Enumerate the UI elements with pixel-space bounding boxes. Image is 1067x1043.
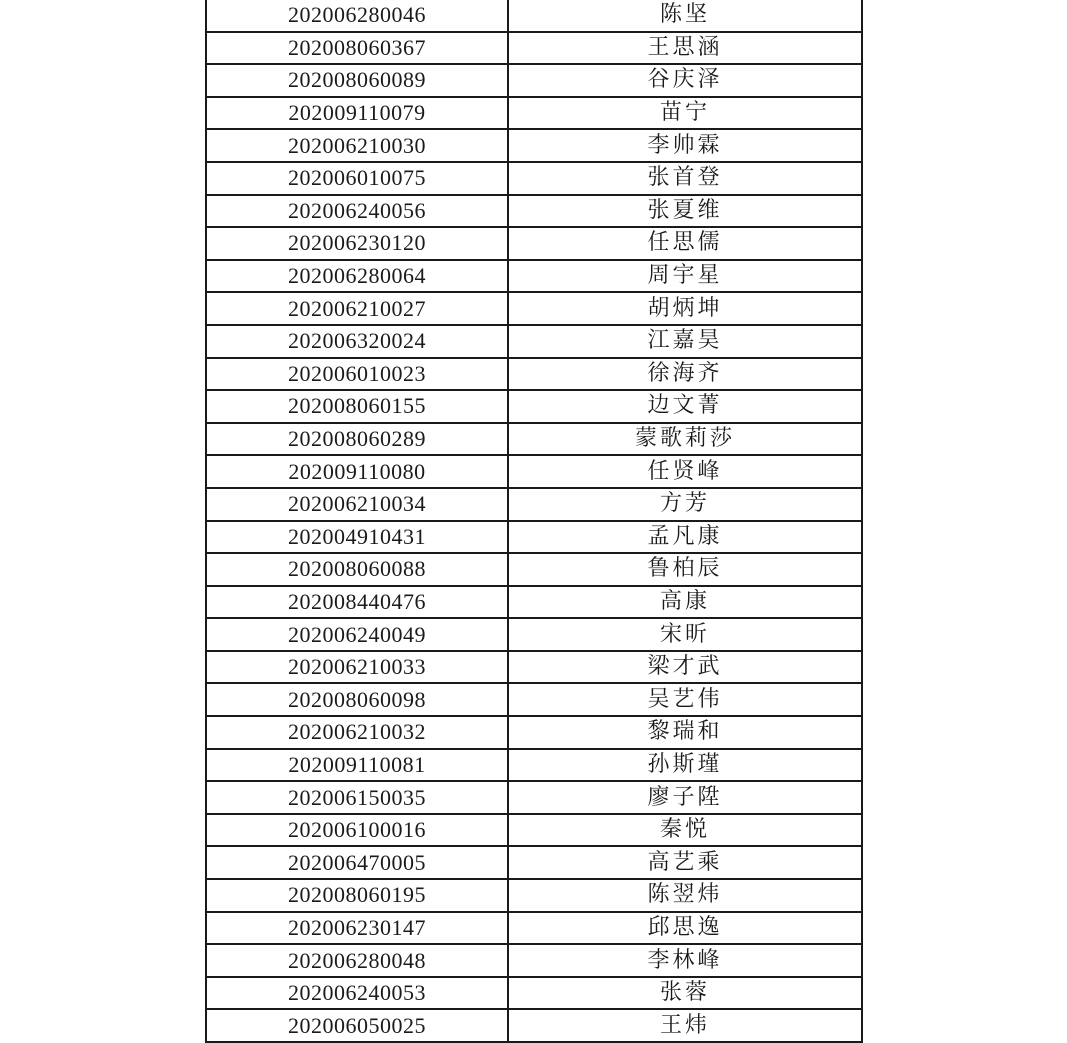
student-id-cell: 202006240049 (206, 618, 508, 651)
table-row (206, 358, 862, 391)
table-row (206, 129, 862, 162)
table-row (206, 846, 862, 879)
student-name-cell: 王思涵 (508, 32, 862, 65)
student-id-cell: 202004910431 (206, 521, 508, 554)
student-name-cell: 任贤峰 (508, 455, 862, 488)
table-row (206, 32, 862, 65)
table-row (206, 586, 862, 619)
student-name-cell: 高康 (508, 586, 862, 619)
student-name-cell: 任思儒 (508, 227, 862, 260)
table-row (206, 683, 862, 716)
table-row (206, 488, 862, 521)
student-id-cell: 202009110080 (206, 455, 508, 488)
table-row (206, 749, 862, 782)
table-row (206, 64, 862, 97)
student-name-cell: 边文菁 (508, 390, 862, 423)
table-row (206, 716, 862, 749)
student-id-cell: 202006210032 (206, 716, 508, 749)
student-id-cell: 202006230120 (206, 227, 508, 260)
student-name-cell: 王炜 (508, 1009, 862, 1042)
student-name-cell: 鲁柏辰 (508, 553, 862, 586)
table-row (206, 553, 862, 586)
table-row (206, 977, 862, 1010)
table-row (206, 912, 862, 945)
student-name-cell: 张首登 (508, 162, 862, 195)
student-id-cell: 202008440476 (206, 586, 508, 619)
student-name-cell: 宋昕 (508, 618, 862, 651)
student-name-cell: 蒙歌莉莎 (508, 423, 862, 456)
table-row (206, 618, 862, 651)
student-name-cell: 张蓉 (508, 977, 862, 1010)
student-name-cell: 吴艺伟 (508, 683, 862, 716)
student-id-cell: 202006100016 (206, 814, 508, 847)
student-name-cell: 胡炳坤 (508, 292, 862, 325)
table-row (206, 0, 862, 32)
student-id-cell: 202006240053 (206, 977, 508, 1010)
student-id-cell: 202006050025 (206, 1009, 508, 1042)
table-row (206, 781, 862, 814)
table-row (206, 944, 862, 977)
student-name-cell: 邱思逸 (508, 912, 862, 945)
student-id-cell: 202009110081 (206, 749, 508, 782)
student-name-cell: 高艺乘 (508, 846, 862, 879)
table-row (206, 325, 862, 358)
student-id-cell: 202006210033 (206, 651, 508, 684)
student-name-cell: 秦悦 (508, 814, 862, 847)
student-id-cell: 202008060098 (206, 683, 508, 716)
student-roster-table (205, 0, 863, 1043)
student-id-cell: 202006010023 (206, 358, 508, 391)
table-row (206, 814, 862, 847)
student-name-cell: 徐海齐 (508, 358, 862, 391)
table-row (206, 423, 862, 456)
table-row (206, 292, 862, 325)
student-name-cell: 陈坚 (508, 0, 862, 32)
table-row (206, 879, 862, 912)
student-id-cell: 202006240056 (206, 195, 508, 228)
student-id-cell: 202006280064 (206, 260, 508, 293)
student-name-cell: 谷庆泽 (508, 64, 862, 97)
student-name-cell: 孟凡康 (508, 521, 862, 554)
table-row (206, 651, 862, 684)
student-id-cell: 202006280046 (206, 0, 508, 32)
student-id-cell: 202006210034 (206, 488, 508, 521)
student-name-cell: 黎瑞和 (508, 716, 862, 749)
student-id-cell: 202008060089 (206, 64, 508, 97)
table-row (206, 227, 862, 260)
student-id-cell: 202008060088 (206, 553, 508, 586)
table-row (206, 521, 862, 554)
student-name-cell: 孙斯瑾 (508, 749, 862, 782)
student-name-cell: 梁才武 (508, 651, 862, 684)
student-name-cell: 李帅霖 (508, 129, 862, 162)
student-name-cell: 张夏维 (508, 195, 862, 228)
student-name-cell: 陈翌炜 (508, 879, 862, 912)
student-name-cell: 李林峰 (508, 944, 862, 977)
student-name-cell: 江嘉昊 (508, 325, 862, 358)
student-name-cell: 方芳 (508, 488, 862, 521)
student-id-cell: 202006210027 (206, 292, 508, 325)
student-id-cell: 202008060367 (206, 32, 508, 65)
table-row (206, 1009, 862, 1042)
student-id-cell: 202006230147 (206, 912, 508, 945)
student-id-cell: 202008060289 (206, 423, 508, 456)
table-row (206, 162, 862, 195)
table-row (206, 97, 862, 130)
table-row (206, 195, 862, 228)
roster-table-body (206, 0, 862, 1042)
table-row (206, 390, 862, 423)
student-id-cell: 202006280048 (206, 944, 508, 977)
student-id-cell: 202006320024 (206, 325, 508, 358)
student-name-cell: 廖子陞 (508, 781, 862, 814)
student-name-cell: 周宇星 (508, 260, 862, 293)
table-row (206, 260, 862, 293)
student-id-cell: 202008060195 (206, 879, 508, 912)
student-name-cell: 苗宁 (508, 97, 862, 130)
student-id-cell: 202006150035 (206, 781, 508, 814)
student-id-cell: 202006010075 (206, 162, 508, 195)
student-id-cell: 202006210030 (206, 129, 508, 162)
student-id-cell: 202008060155 (206, 390, 508, 423)
student-id-cell: 202006470005 (206, 846, 508, 879)
table-row (206, 455, 862, 488)
student-id-cell: 202009110079 (206, 97, 508, 130)
